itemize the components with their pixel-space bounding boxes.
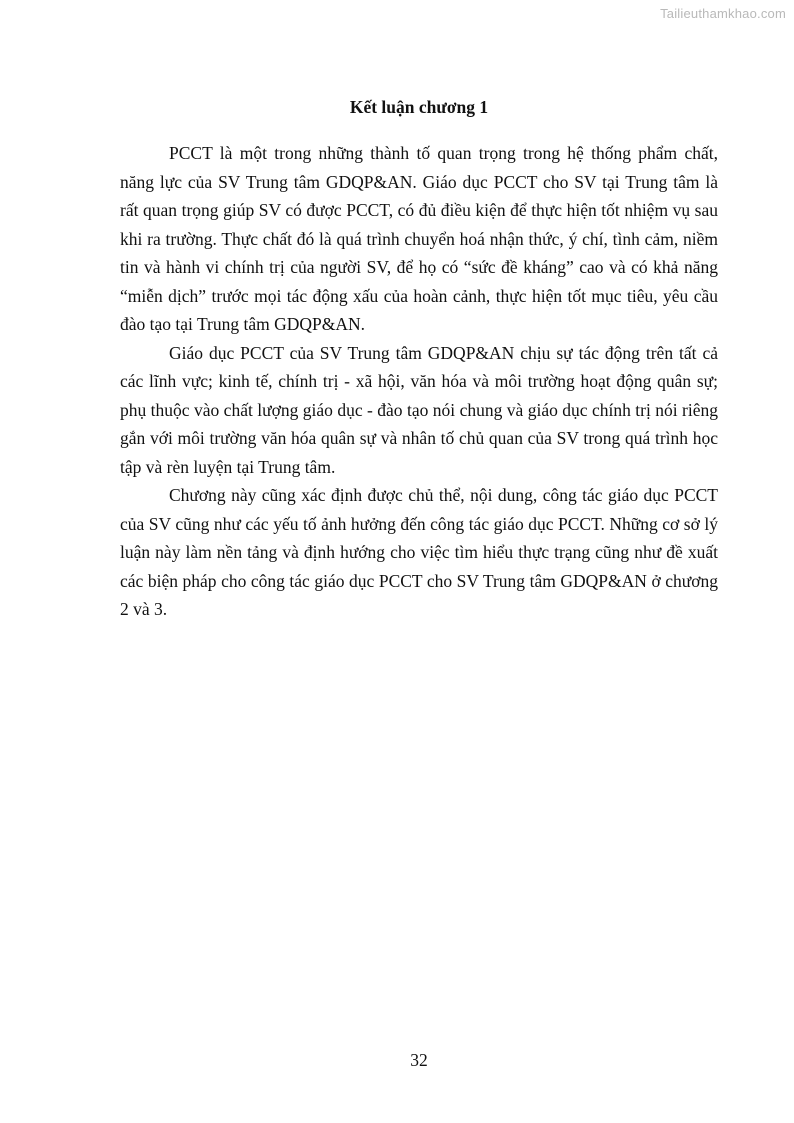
page-number: 32 [410,1050,428,1070]
watermark: Tailieuthamkhao.com [660,6,786,21]
paragraph-1: PCCT là một trong những thành tố quan trọng trong hệ thống phẩm chất, năng lực của SV Trung tâm GDQP&AN. Giáo dục PCCT cho SV tại Trung tâm là rất quan trọng giúp SV có được PCCT, có đủ điều kiện để thực hiện tốt nhiệm vụ sau khi ra trường. Thực chất đó là quá trình chuyển hoá nhận thức, ý chí, tình cảm, niềm tin và hành vi chính trị của người SV, để họ có “sức đề kháng” cao và có khả năng “miễn dịch” trước mọi tác động xấu của hoàn cảnh, thực hiện tốt mục tiêu, yêu cầu đào tạo tại Trung tâm GDQP&AN. [120,143,718,334]
chapter-conclusion-heading: Kết luận chương 1 [349,97,489,117]
body-text [120,139,718,624]
paragraph-2: Giáo dục PCCT của SV Trung tâm GDQP&AN chịu sự tác động trên tất cả các lĩnh vực; kinh tế, chính trị - xã hội, văn hóa và môi trường hoạt động quân sự; phụ thuộc vào chất lượng giáo dục - đào tạo nói chung và giáo dục chính trị nói riêng gắn với môi trường văn hóa quân sự và nhân tố chủ quan của SV trong quá trình học tập và rèn luyện tại Trung tâm. [120,342,718,477]
paragraph-3: Chương này cũng xác định được chủ thể, nội dung, công tác giáo dục PCCT của SV cũng như các yếu tố ảnh hưởng đến công tác giáo dục PCCT. Những cơ sở lý luận này làm nền tảng và định hướng cho việc tìm hiểu thực trạng cũng như đề xuất các biện pháp cho công tác giáo dục PCCT cho SV Trung tâm GDQP&AN ở chương 2 và 3. [120,485,718,619]
